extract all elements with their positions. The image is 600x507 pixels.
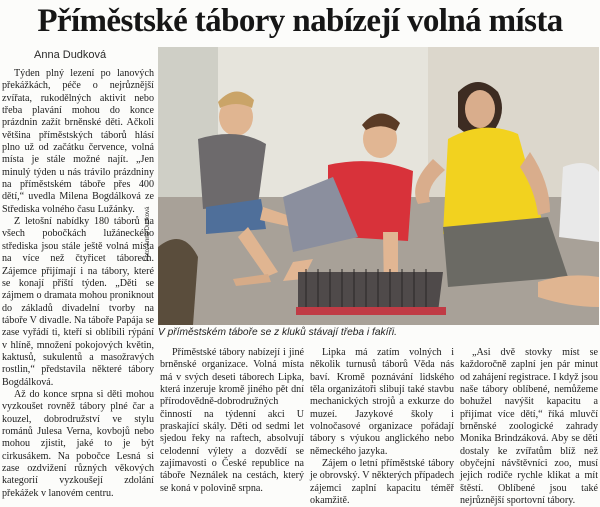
paragraph: „Asi dvě stovky míst se každoročně zaplní jen pár minut od zahájení registrace. I když jsou naše tábory oblíbené, nemůžeme bohužel navýšit kapacitu a přijímat více dětí,“ říká mluvčí brněnské zoologické zahrady Monika Brindzáková. Aby se děti dostaly ke zvířatům blíž než obyčejní návštěvníci zoo, musí jejich rodiče rychle klikat a mít štěstí. Oblíbené jsou také nejrůznější sportovní tábory.: [460, 347, 598, 507]
photo-illustration: [158, 47, 599, 325]
paragraph: Z letošní nabídky 180 táborů na všech pobočkách lužáneckého střediska jsou stále ještě volná místa na více než čtyřicet táborech. Zájemce přijímají i na tábory, které se konají příští týden. „Děti se zájmem o dramata mohou proniknout do základů divadelní tvorby na táboře V divadle. Na táboře Papája se zase vyřádí ti, kteří si oblíbili rýpání v hlíně, množení pokojových květin, kaktusů, sukulentů a masožravých rostlin,“ představila některé tábory Bogdálková.: [2, 216, 154, 388]
article-column-2: [160, 347, 304, 492]
article-column-left: [2, 68, 154, 499]
photo-caption: V příměstském táboře se z kluků stávají třeba i fakíři.: [158, 327, 397, 338]
article-byline: Anna Dudková: [34, 49, 107, 61]
paragraph: Až do konce srpna si děti mohou vyzkoušet rovněž tábory plné čar a kouzel, dobrodružství ve stylu románů Julesa Verna, kovbojů nebo mohou zjistit, jaké to je být cirkusákem. Na pobočce Lesná si zase ozdvižení různých věkových kategorií vyzkoušejí zdolání překážek v lanovém centru.: [2, 388, 154, 499]
article-photo: [158, 47, 599, 325]
paragraph: Týden plný lezení po lanových překážkách, péče o nejrůznější zvířata, rukodělných aktivit nebo třeba plavání mohou do konce prázdnin zažít brněnské děti. Ačkoli většina příměstských táborů hlásí plno už od začátku července, volná místa je stále možné najít. „Jen minulý týden u nás trávilo prázdniny na příměstském táboře přes 400 dětí,“ uvedla Milena Bogdálková ze Střediska volného času Lužánky.: [2, 68, 154, 215]
paragraph: Příměstské tábory nabízejí i jiné brněnské organizace. Volná místa má v svých deseti táborech Lipka, která inzeruje kromě jiného pět dní přírodovědně-dobrodružných činností na týdenní akci U praskající skály. Děti od sedmi let sjedou řeky na raftech, absolvují celodenní výlety a dozvědí se zajímavosti o České republice na táboře Neználek na cestách, který se koná v polovině srpna.: [160, 347, 304, 494]
photo-credit: Foto: Anna Dudková: [145, 206, 151, 261]
article-column-3: [310, 347, 454, 507]
paragraph: Zájem o letní příměstské tábory je obrovský. V některých případech zájemci zaplní kapacitu téměř okamžitě.: [310, 458, 454, 507]
article-column-4: [460, 347, 598, 507]
paragraph: Lipka má zatím volných i několik turnusů táborů Věda nás baví. Kromě poznávání lidského těla organizátoři slibují také stavbu mechanických strojů a exkurze do muzeí. Jazykové školy i volnočasové organizace pořádají tábory s výukou anglického nebo německého jazyka.: [310, 347, 454, 457]
article-headline: Příměstské tábory nabízejí volná místa: [37, 3, 563, 39]
